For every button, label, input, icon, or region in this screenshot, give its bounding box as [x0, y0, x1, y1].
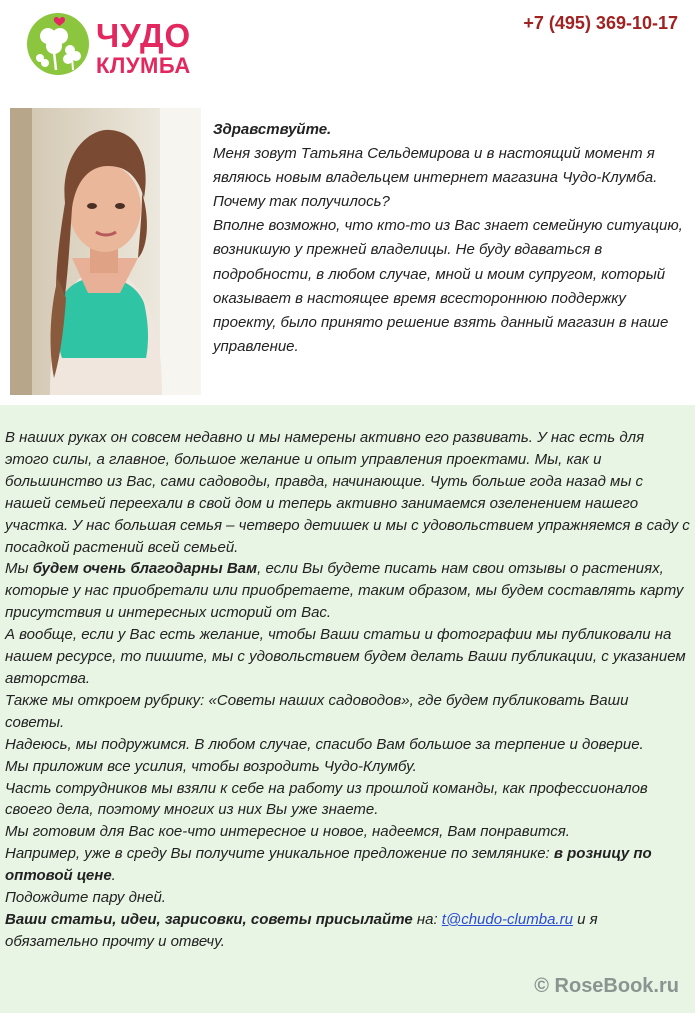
text-span: и я обязательно прочту и отвечу. [5, 910, 598, 950]
clover-logo-icon [26, 12, 90, 76]
body-paragraph: В наших руках он совсем недавно и мы намерены активно его развивать. У нас есть для этого силы, а главное, большое желание и опыт управления проектами. Мы, как и большинство из Вас, сами садоводы, правда, начинающие. Чуть больше года назад мы с нашей семьей переехали в свой дом и теперь активно занимаемся озеленением нашего участка. У нас большая семья – четверо детишек и мы с удовольствием упражняемся в саду с посадкой растений всей семьей. [5, 429, 690, 556]
body-paragraph: Мы готовим для Вас кое-что интересное и новое, надеемся, Вам понравится. [5, 823, 570, 841]
body-paragraph [5, 843, 690, 887]
site-header [0, 0, 695, 100]
text-span: на: [412, 910, 442, 928]
body-paragraph: Надеюсь, мы подружимся. В любом случае, спасибо Вам большое за терпение и доверие. [5, 735, 644, 753]
text-span: . [111, 867, 116, 885]
body-paragraph: Мы приложим все усилия, чтобы возродить Чудо-Клумбу. [5, 757, 417, 775]
emphasis-text: будем очень благодарны Вам [32, 560, 258, 578]
logo-text-bottom: КЛУМБА [96, 53, 191, 78]
body-paragraph: Часть сотрудников мы взяли к себе на работу из прошлой команды, как профессионалов своего дела, поэтому многих из них Вы уже знаете. [5, 779, 648, 819]
intro-paragraph: Меня зовут Татьяна Сельдемирова и в настоящий момент я являюсь новым владельцем интернет магазина Чудо-Клумба. [213, 145, 658, 187]
body-paragraph [5, 909, 690, 953]
intro-paragraph: Вполне возможно, что кто-то из Вас знает семейную ситуацию, возникшую у прежней владелицы. Не буду вдаваться в подробности, в любом случае, мной и моим супругом, который оказывает в настоящее время всестороннюю поддержку проекту, было принято решение взять данный магазин в наше управление. [213, 217, 683, 355]
letter-body [5, 427, 690, 953]
email-link[interactable]: t@chudo-clumba.ru [441, 910, 573, 928]
watermark: © RoseBook.ru [534, 975, 679, 997]
body-paragraph: Подождите пару дней. [5, 889, 166, 907]
intro-paragraph: Почему так получилось? [213, 193, 390, 211]
logo[interactable] [26, 12, 226, 82]
text-span: Например, уже в среду Вы получите уникальное предложение по землянике: [5, 845, 554, 863]
text-span: Мы [5, 560, 33, 578]
phone-number[interactable]: +7 (495) 369-10-17 [523, 13, 678, 33]
text-span: , если Вы будете писать нам свои отзывы о растениях, которые у нас приобретали или приобретаете, таким образом, мы будем составлять карту присутствия и интересных историй от Вас. [5, 560, 684, 622]
body-paragraph: Также мы откроем рубрику: «Советы наших садоводов», где будем публиковать Ваши советы. [5, 691, 629, 731]
logo-text-top: ЧУДО [96, 17, 192, 54]
intro-text [213, 118, 685, 359]
body-paragraph [5, 558, 690, 624]
emphasis-text: в розницу по оптовой цене [5, 845, 652, 885]
body-paragraph: А вообще, если у Вас есть желание, чтобы Ваши статьи и фотографии мы публиковали на нашем ресурсе, то пишите, мы с удовольствием будем делать Ваши публикации, с указанием авторства. [5, 626, 686, 687]
owner-photo [10, 108, 201, 395]
greeting: Здравствуйте. [213, 121, 332, 138]
emphasis-text: Ваши статьи, идеи, зарисовки, советы присылайте [5, 910, 413, 928]
